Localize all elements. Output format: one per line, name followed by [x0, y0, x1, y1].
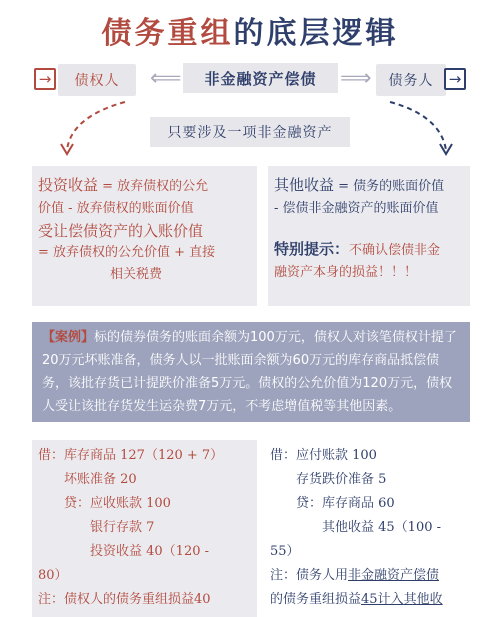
entry-line: 55）: [270, 544, 300, 559]
creditor-line-4: = 放弃债权的公允价值 + 直接: [38, 245, 216, 260]
entry-line: 贷：库存商品 60: [296, 496, 395, 511]
page-title: [0, 8, 500, 52]
arrow-right-icon: ⟹: [340, 66, 372, 91]
case-box: [32, 322, 470, 422]
dashed-curve-right-icon: [380, 100, 460, 160]
entry-line: 借：应付账款 100: [270, 448, 377, 463]
debtor-label: 债务人: [376, 64, 446, 96]
entry-note: 注：债权人的债务重组损益40: [38, 592, 211, 607]
creditor-panel: [32, 166, 257, 306]
title-part-2: 的底层逻辑: [233, 16, 399, 51]
entry-line: 80）: [38, 568, 68, 583]
creditor-line-1: 投资收益 = 放弃债权的公允: [38, 176, 209, 194]
tip-line-2: 融资产本身的损益！！！: [274, 265, 418, 280]
case-text: 标的债券债务的账面余额为100万元，债权人对该笔债权计提了20万元坏账准备，债务人以一批账面余额为60万元的库存商品抵偿债务，该批存货已计提跌价准备5万元。债权的公允价值为120万元，债权人受让该批存货发生运杂费7万元，不考虑增值税等其他因素。: [42, 330, 457, 414]
creditor-label: 债权人: [58, 64, 136, 96]
entry-line: 存货跌价准备 5: [296, 472, 387, 487]
debtor-line-1: 其他收益 = 债务的账面价值: [274, 176, 445, 194]
debtor-panel: [268, 166, 470, 306]
entry-line: 银行存款 7: [90, 520, 155, 535]
center-topic: 非金融资产偿债: [183, 63, 338, 93]
case-label: 【案例】: [42, 330, 95, 345]
entry-line: 借：库存商品 127（120 + 7）: [38, 448, 224, 463]
entry-line: 贷：应收账款 100: [64, 496, 171, 511]
dashed-curve-left-icon: [55, 100, 135, 160]
debtor-entries: [268, 440, 470, 617]
sub-topic: 只要涉及一项非金融资产: [150, 117, 350, 147]
entry-note: 注：债务人用非金融资产偿债: [270, 568, 440, 583]
entry-line: 投资收益 40（120 -: [90, 544, 210, 559]
creditor-line-3: 受让偿债资产的入账价值: [38, 222, 204, 240]
title-part-1: 债务重组: [101, 16, 234, 51]
entry-note: 的债务重组损益45计入其他收: [270, 592, 443, 607]
arrow-out-icon: →: [444, 68, 466, 90]
arrow-left-icon: ⟸: [150, 66, 182, 91]
creditor-entries: [32, 440, 257, 617]
debtor-line-2: - 偿债非金融资产的账面价值: [274, 201, 439, 216]
creditor-line-2: 价值 - 放弃债权的账面价值: [38, 201, 194, 216]
tip-line-1: 特别提示：不确认偿债非金: [274, 240, 441, 258]
entry-line: 其他收益 45（100 -: [322, 520, 442, 535]
creditor-line-5: 相关税费: [110, 267, 163, 282]
arrow-in-icon: →: [34, 68, 56, 90]
entry-line: 坏账准备 20: [64, 472, 137, 487]
